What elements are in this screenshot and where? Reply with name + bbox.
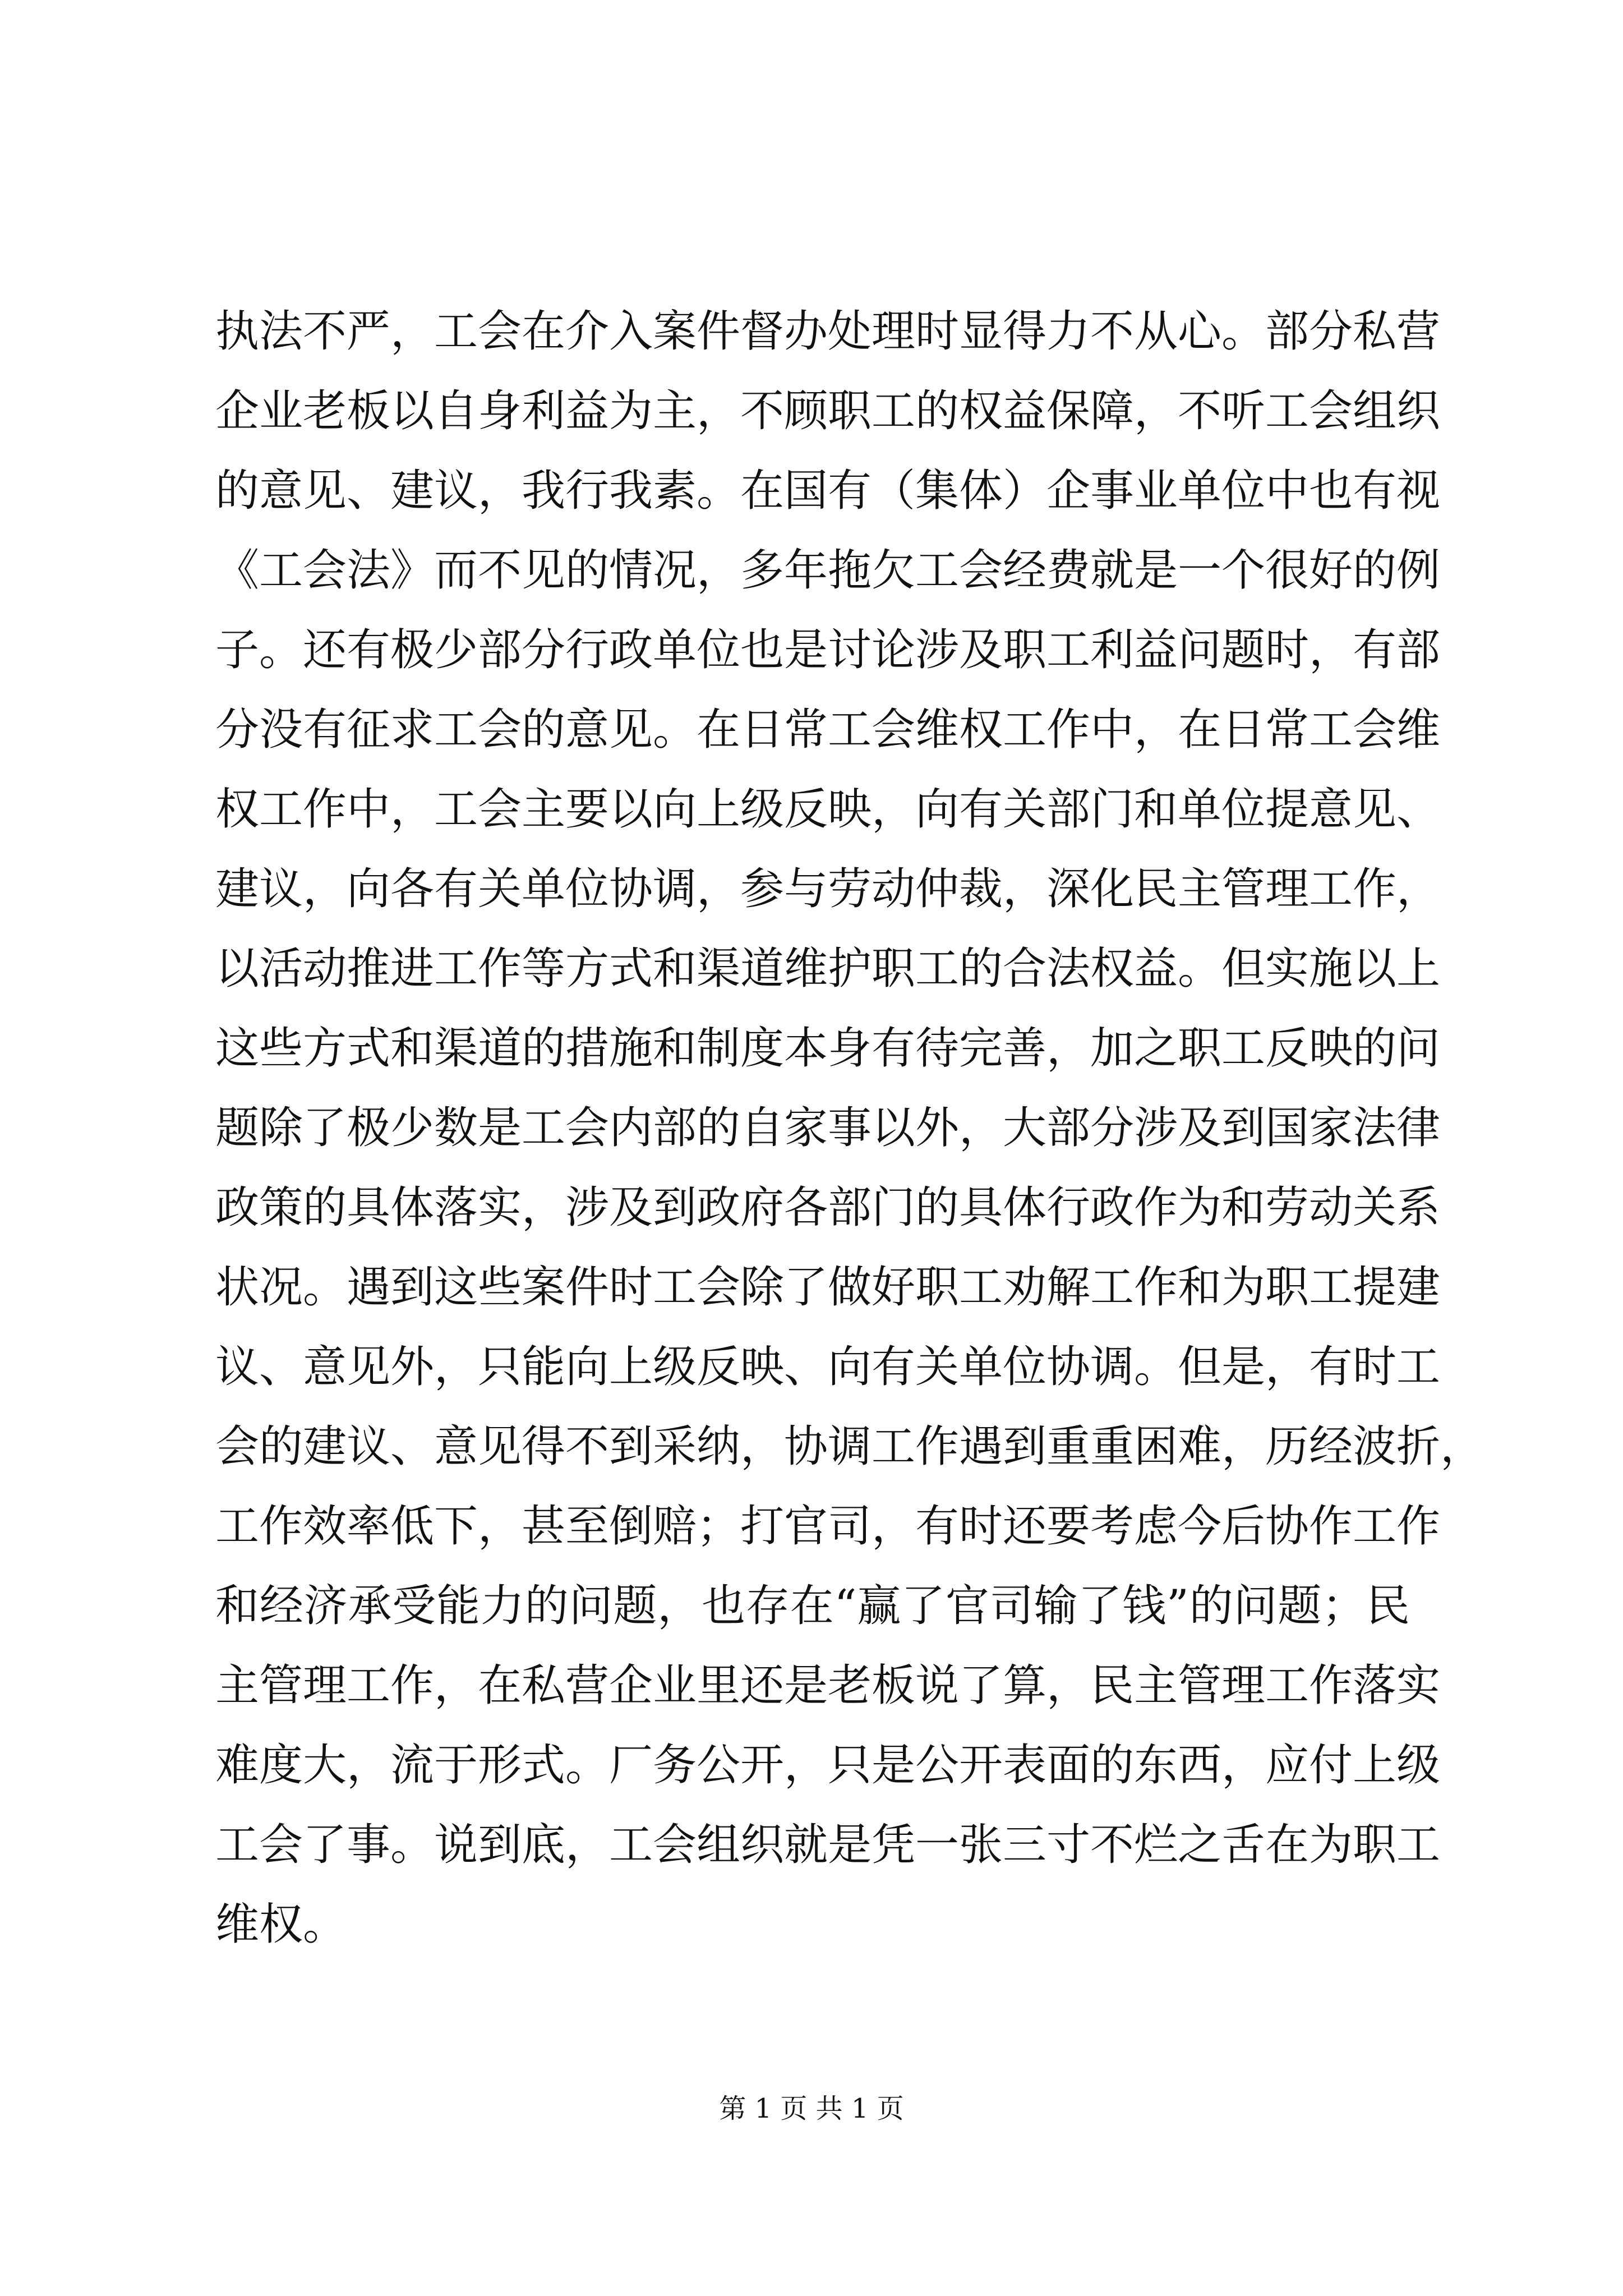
text-line: 以活动推进工作等方式和渠道维护职工的合法权益。但实施以上 — [215, 944, 1441, 994]
text-line: 会的建议、意见得不到采纳，协调工作遇到重重困难，历经波折， — [215, 1421, 1484, 1472]
text-line: 维权。 — [215, 1899, 347, 1950]
body-paragraph — [215, 292, 1484, 1964]
text-line: 状况。遇到这些案件时工会除了做好职工劝解工作和为职工提建 — [215, 1262, 1441, 1313]
text-line: 议、意见外，只能向上级反映、向有关单位协调。但是，有时工 — [215, 1342, 1441, 1392]
text-line: 权工作中，工会主要以向上级反映，向有关部门和单位提意见、 — [215, 784, 1441, 835]
text-line: 难度大，流于形式。厂务公开，只是公开表面的东西，应付上级 — [215, 1740, 1441, 1791]
text-line: 这些方式和渠道的措施和制度本身有待完善，加之职工反映的问 — [215, 1023, 1441, 1074]
text-line: 和经济承受能力的问题，也存在“赢了官司输了钱”的问题；民 — [215, 1581, 1410, 1631]
text-line: 政策的具体落实，涉及到政府各部门的具体行政作为和劳动关系 — [215, 1182, 1441, 1233]
text-line: 题除了极少数是工会内部的自家事以外，大部分涉及到国家法律 — [215, 1103, 1441, 1153]
text-line: 建议，向各有关单位协调，参与劳动仲裁，深化民主管理工作， — [215, 864, 1441, 914]
page-footer: 第 1 页 共 1 页 — [719, 2093, 904, 2124]
text-line: 《工会法》而不见的情况，多年拖欠工会经费就是一个很好的例 — [215, 545, 1441, 596]
text-line: 主管理工作，在私营企业里还是老板说了算，民主管理工作落实 — [215, 1660, 1441, 1711]
text-line: 子。还有极少部分行政单位也是讨论涉及职工利益问题时，有部 — [215, 625, 1441, 675]
text-line: 工作效率低下，甚至倒赔；打官司，有时还要考虑今后协作工作 — [215, 1501, 1441, 1552]
text-line: 执法不严，工会在介入案件督办处理时显得力不从心。部分私营 — [215, 306, 1441, 357]
text-line: 的意见、建议，我行我素。在国有（集体）企事业单位中也有视 — [215, 466, 1441, 516]
text-line: 工会了事。说到底，工会组织就是凭一张三寸不烂之舌在为职工 — [215, 1820, 1441, 1870]
text-line: 企业老板以自身利益为主，不顾职工的权益保障，不听工会组织 — [215, 386, 1441, 436]
text-line: 分没有征求工会的意见。在日常工会维权工作中，在日常工会维 — [215, 705, 1441, 755]
